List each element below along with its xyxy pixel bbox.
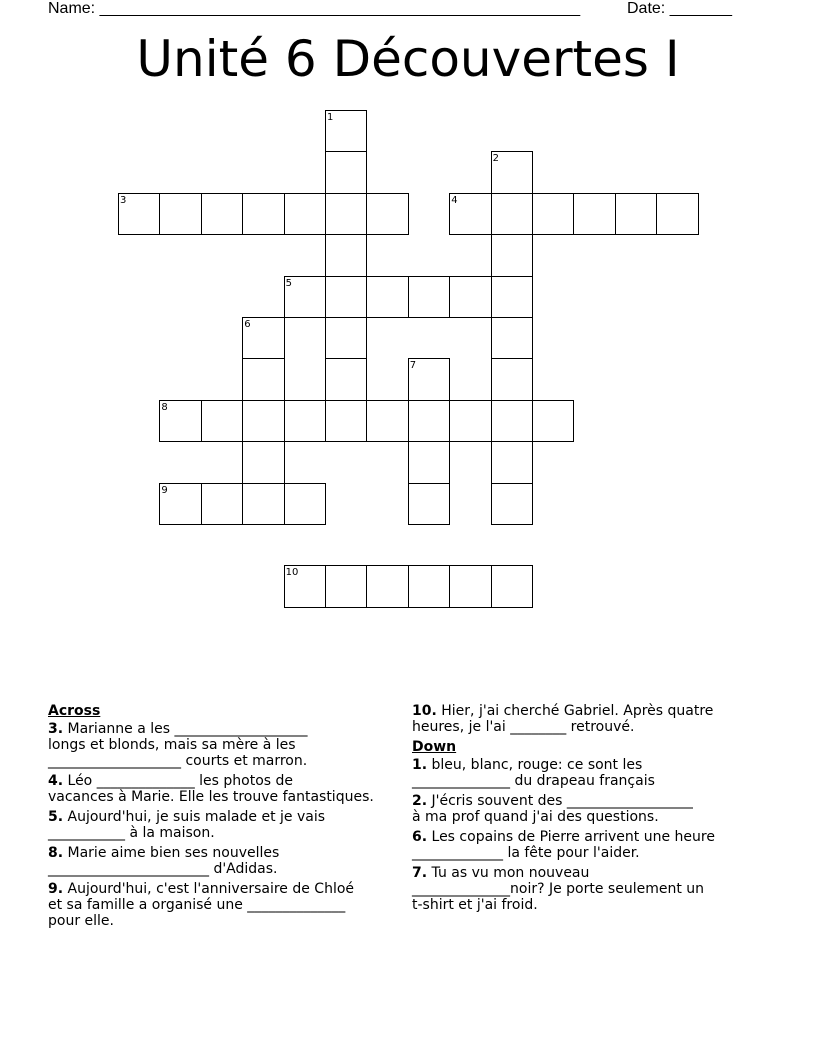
grid-cell xyxy=(532,400,574,442)
grid-number-1: 1 xyxy=(327,112,334,123)
grid-cell xyxy=(159,193,201,235)
grid-cell xyxy=(242,358,284,400)
clues-left-column xyxy=(48,703,408,933)
grid-cell xyxy=(325,151,367,193)
down-heading: Down xyxy=(412,739,457,755)
grid-cell xyxy=(284,483,326,525)
grid-cell xyxy=(491,565,533,607)
grid-cell xyxy=(242,483,284,525)
grid-cell xyxy=(491,193,533,235)
clue-across-8: 8. Marie aime bien ses nouvelles _______________________ d'Adidas. xyxy=(48,845,280,877)
grid-cell xyxy=(284,400,326,442)
clue-down-2: 2. J'écris souvent des __________________ à ma prof quand j'ai des questions. xyxy=(412,793,693,825)
grid-number-10: 10 xyxy=(285,567,299,579)
grid-cell xyxy=(615,193,657,235)
grid-number-9: 9 xyxy=(161,484,168,496)
page-title: Unité 6 Découvertes I xyxy=(136,30,680,88)
grid-number-8: 8 xyxy=(161,401,168,413)
grid-cell xyxy=(242,193,284,235)
grid-cell xyxy=(491,483,533,525)
grid-cell xyxy=(408,565,450,607)
grid-cell xyxy=(449,565,491,607)
clue-down-7: 7. Tu as vu mon nouveau ______________noir? Je porte seulement un t-shirt et j'ai froid. xyxy=(412,865,705,913)
grid-cell xyxy=(325,317,367,359)
clue-across-10: 10. Hier, j'ai cherché Gabriel. Après quatre heures, je l'ai ________ retrouvé. xyxy=(412,703,714,735)
grid-cell xyxy=(656,193,698,235)
grid-cell xyxy=(325,358,367,400)
grid-cell xyxy=(242,441,284,483)
grid-cell xyxy=(201,400,243,442)
clue-across-3: 3. Marianne a les ___________________ longs et blonds, mais sa mère à les ___________________ courts et marron. xyxy=(48,721,308,769)
grid-cell xyxy=(366,193,408,235)
clues-right-column xyxy=(412,703,752,917)
grid-cell xyxy=(491,317,533,359)
grid-cell xyxy=(242,400,284,442)
grid-cell xyxy=(366,400,408,442)
grid-cell xyxy=(325,565,367,607)
grid-cell xyxy=(408,400,450,442)
grid-number-4: 4 xyxy=(451,194,458,206)
grid-cell xyxy=(408,276,450,318)
grid-cell xyxy=(491,400,533,442)
grid-cell xyxy=(449,276,491,318)
grid-number-3: 3 xyxy=(120,194,127,206)
grid-cell xyxy=(491,358,533,400)
across-heading: Across xyxy=(48,703,101,719)
grid-cell xyxy=(325,400,367,442)
grid-cell xyxy=(491,441,533,483)
clue-across-9: 9. Aujourd'hui, c'est l'anniversaire de Chloé et sa famille a organisé une ______________ pour elle. xyxy=(48,881,355,929)
grid-cell xyxy=(491,234,533,276)
grid-cell xyxy=(408,441,450,483)
grid-cell xyxy=(573,193,615,235)
grid-number-2: 2 xyxy=(492,153,499,165)
grid-cell xyxy=(366,565,408,607)
grid-cell xyxy=(491,276,533,318)
grid-cell xyxy=(325,276,367,318)
clue-down-1: 1. bleu, blanc, rouge: ce sont les ______________ du drapeau français xyxy=(412,757,655,789)
grid-number-6: 6 xyxy=(244,319,251,330)
clue-down-6: 6. Les copains de Pierre arrivent une heure _____________ la fête pour l'aider. xyxy=(412,829,715,861)
grid-cell xyxy=(325,234,367,276)
date-field-label: Date: _______ xyxy=(627,0,732,17)
grid-number-5: 5 xyxy=(285,277,292,289)
grid-number-7: 7 xyxy=(409,360,417,372)
grid-cell xyxy=(284,193,326,235)
clue-across-4: 4. Léo ______________ les photos de vacances à Marie. Elle les trouve fantastiques. xyxy=(48,773,374,805)
grid-cell xyxy=(366,276,408,318)
clue-across-5: 5. Aujourd'hui, je suis malade et je vais ___________ à la maison. xyxy=(48,809,326,841)
grid-cell xyxy=(325,193,367,235)
grid-cell xyxy=(449,400,491,442)
grid-cell xyxy=(408,483,450,525)
name-field-label: Name: ______________________________________________________ xyxy=(48,0,581,17)
grid-cell xyxy=(201,193,243,235)
grid-cell xyxy=(201,483,243,525)
grid-cell xyxy=(532,193,574,235)
